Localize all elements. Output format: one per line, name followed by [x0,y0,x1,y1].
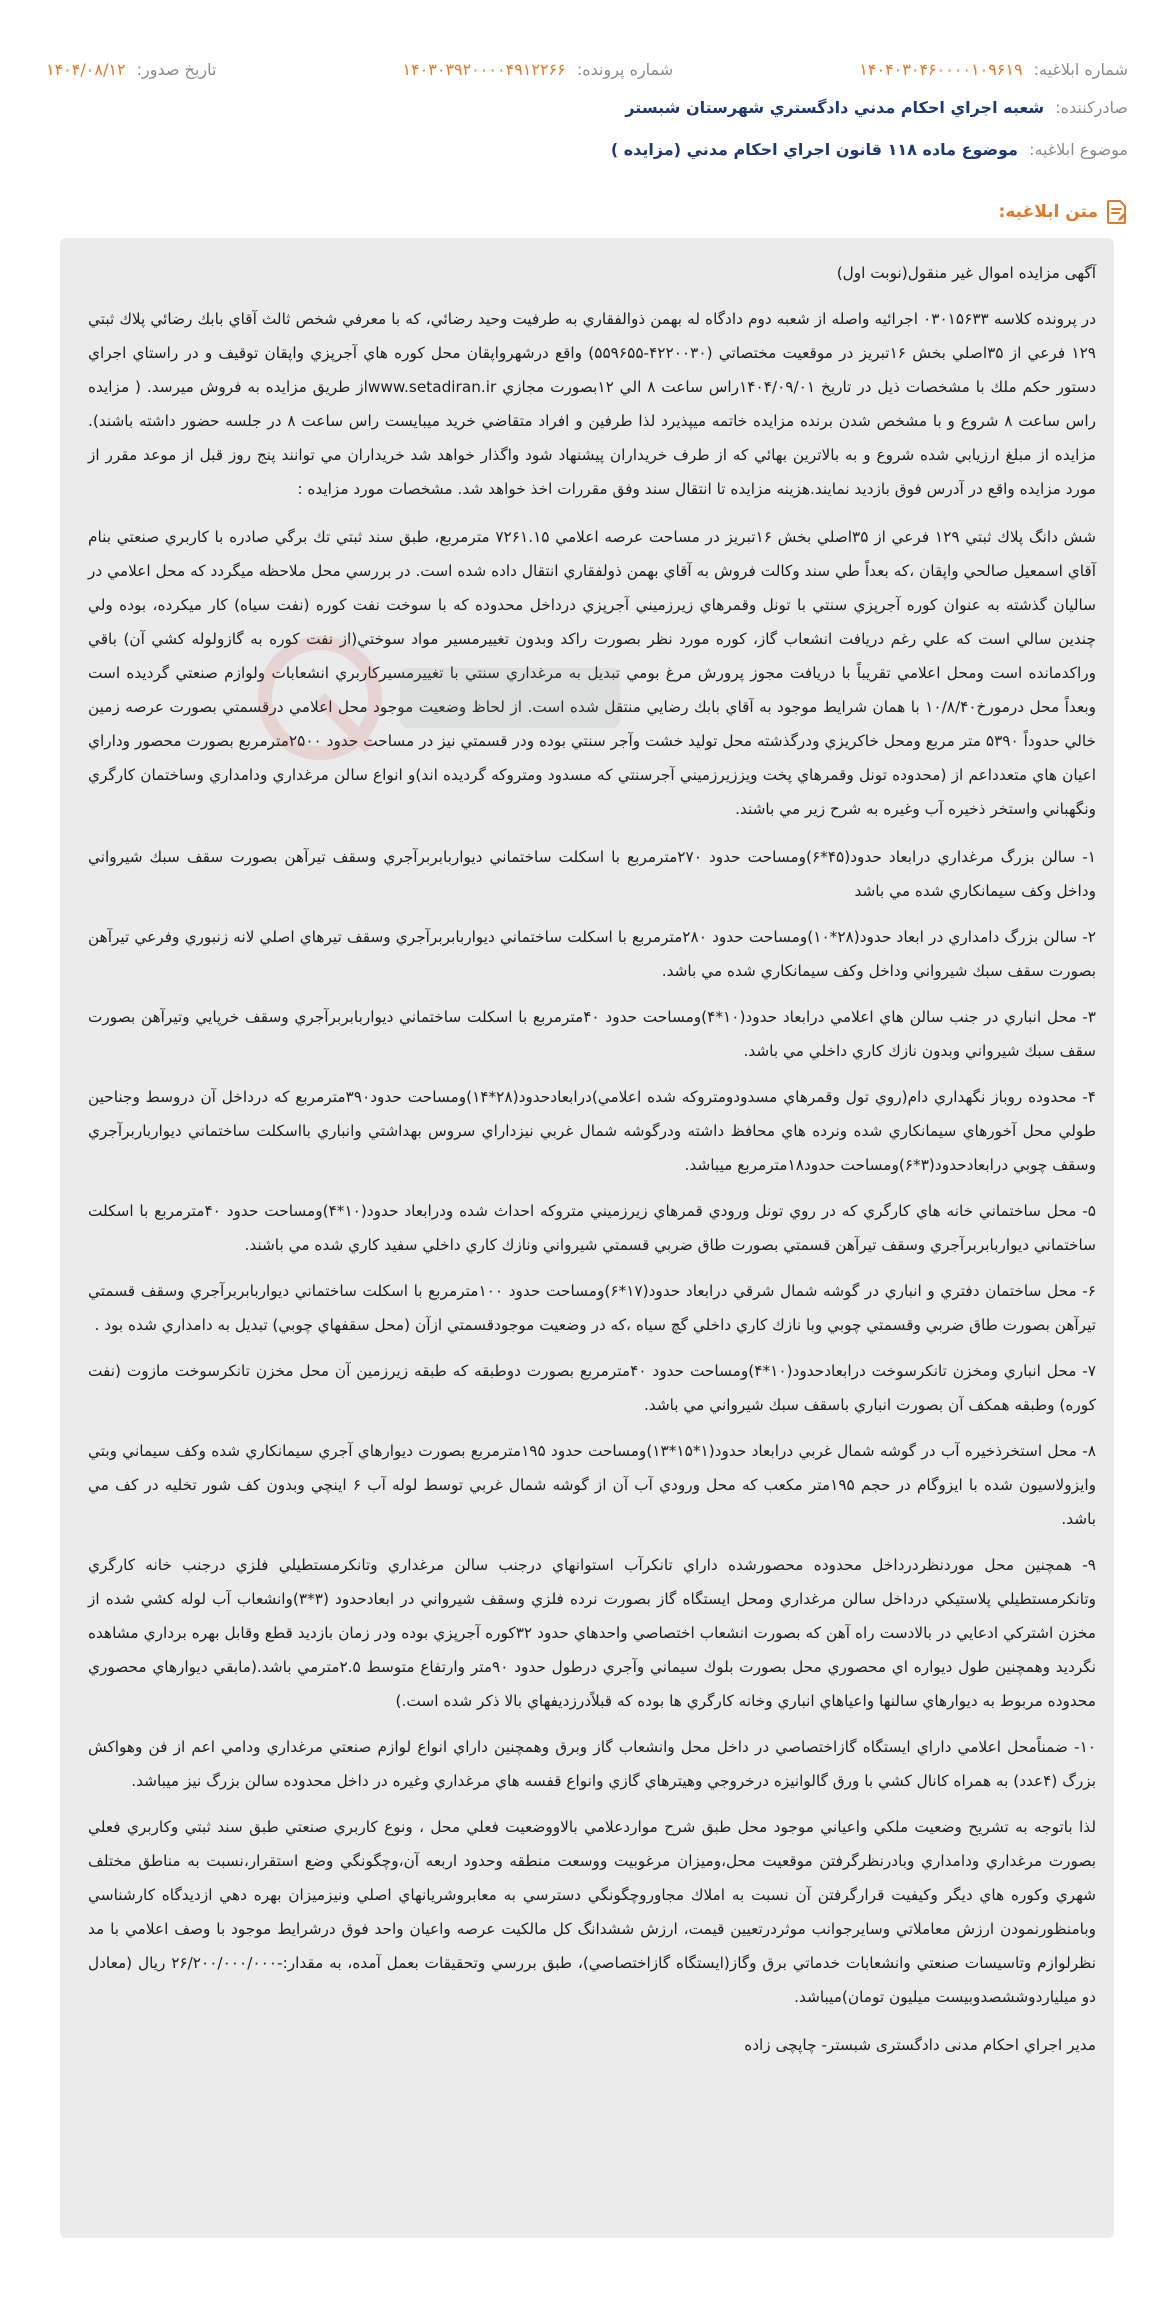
notice-item: ۱۰- ضمناًمحل اعلامي داراي ايستگاه گازاختصاصي در داخل محل وانشعاب گاز وبرق وهمچنين داراي انواع لوازم صنعتي مرغداري ودامي اعم از فن وهواكش بزرگ (۴عدد) به همراه كانال كشي با ورق گالوانيزه درخروجي وهيترهاي گازي وانواع قفسه هاي مرغداري وغيره در داخل محدوده سالن بزرگ نيز ميباشد. [88,1738,1096,1790]
header-meta-row [46,56,1128,82]
notice-item: ۱- سالن بزرگ مرغداري درابعاد حدود(۴۵*۶)ومساحت حدود ۲۷۰مترمربع با اسكلت ساختماني ديواربابربرآجري وسقف تيرآهن بصورت سقف سبك شيرواني وداخل وكف سيمانكاري شده مي باشد [88,848,1096,900]
notice-item: ۶- محل ساختمان دفتري و انباري در گوشه شمال شرقي درابعاد حدود(۱۷*۶)ومساحت حدود ۱۰۰مترمربع با اسكلت ساختماني ديواربابربرآجري وسقف قسمتي تيرآهن بصورت طاق ضربي وقسمتي چوبي وبا نازك كاري داخلي گچ سياه ،كه در وضعيت موجودقسمتي ازآن (محل سقفهاي چوبي) تبديل به دامداري شده بود . [88,1282,1096,1334]
document-edit-icon [1106,199,1128,225]
subject-line [611,140,1128,159]
case-number-label: شماره پرونده: [576,59,674,79]
notice-text-heading-label: متن ابلاغیه: [998,202,1098,222]
notice-item: ۴- محدوده روباز نگهداري دام(روي تول وقمرهاي مسدودومتروكه شده اعلامي)درابعادحدود(۲۸*۱۴)ومساحت حدود۳۹۰مترمربع كه درداخل آن دروسط وجناحين طولي محل آخورهاي سيمانكاري شده ونرده هاي محافظ داشته ودرگوشه شمال غربي نيزداراي سروس بهداشتي وانباري بااسكلت ساختماني ديوارباربرآجري وسقف چوبي درابعادحدود(۳*۶)ومساحت حدود۱۸مترمربع ميباشد. [88,1088,1097,1174]
issuer-value: شعبه اجراي احكام مدني دادگستري شهرستان شبستر [625,98,1045,117]
issuer-line [625,98,1128,117]
notice-number-label: شماره ابلاغیه: [1033,59,1128,79]
notice-item: ۵- محل ساختماني خانه هاي كارگري كه در روي تونل ورودي قمرهاي زيرزميني متروكه احداث شده ودرابعاد حدود(۱۰*۴)ومساحت حدود ۴۰مترمربع با اسكلت ساختماني ديواربابربرآجري وسقف تيرآهن قسمتي بصورت طاق ضربي قسمتي شيرواني ونازك كاري داخلي سفيد كاري شده مي باشند. [88,1202,1096,1254]
case-number [402,60,673,79]
notice-text [60,238,1114,2094]
notice-description-paragraph: شش دانگ پلاك ثبتي ۱۲۹ فرعي از ۳۵اصلي بخش ۱۶تبريز در مساحت عرصه اعلامي ۷۲۶۱.۱۵ مترمربع، طبق سند ثبتي تك برگي صادره با كاربري صنعتي بنام آقاي اسمعيل صالحي واپقان ،كه بعداً طي سند وكالت فروش به آقاي بهمن ذولفقاري انتقال داده شده است. در بررسي محل ملاحظه ميگردد كه محل اعلامي در ساليان گذشته به عنوان كوره آجرپزي سنتي با تونل وقمرهاي زيرزميني آجرپزي درداخل محدوده كه با سوخت نفت كوره (نفت سياه) كار ميكرده، بوده ولي چندين سالي است كه علي رغم دريافت انشعاب گاز، كوره مورد نظر بصورت راكد وبدون تغييرمسير مواد سوختي(از نفت كوره به گازولوله كشي آن) باقي وراكدمانده است ومحل اعلامي تقريباً با دريافت مجوز پرورش مرغ بومي تبديل به مرغداري سنتي با تغييرمسيركاربري انشعابات ولوازم صنعتي گرديده است وبعداً محل درمورخ۱۰/۸/۴۰ با همان شرايط موجود به آقاي بابك رضايي منتقل شده است. از لحاظ وضعيت موجود محل اعلامي درقسمتي بصورت عرصه زمين خالي حدوداً ۵۳۹۰ متر مربع ومحل خاكريزي ودرگذشته محل توليد خشت وآجر سنتي بوده ودر قسمتي نيز در مساحت حدود ۲۵۰۰مترمربع بصورت محصور وداراي اعيان هاي متعدداعم از (محدوده تونل وقمرهاي پخت ويززيرزميني آجرسنتي كه مسدود ومتروكه گرديده اند)و انواع سالن مرغداري ودامداري وساختمان كارگري ونگهباني واستخر ذخيره آب وغيره به شرح زير مي باشند. [88,528,1096,818]
notice-number [859,60,1128,79]
notice-intro-paragraph: در پرونده كلاسه ۰۳۰۱۵۶۳۳ اجرائيه واصله از شعبه دوم دادگاه له بهمن ذوالفقاري به طرفيت وحيد رضائي، كه با معرفي شخص ثالث آقاي بابك رضائي پلاك ثبتي ۱۲۹ فرعي از ۳۵اصلي بخش ۱۶تبريز در موقعيت مختصاتي (۴۲۲۰۰۳۰-۵۵۹۶۵۵) واقع درشهرواپقان محل كوره هاي آجرپزي واپقان توقيف و در راستاي اجراي دستور حكم ملك با مشخصات ذيل در تاريخ ۱۴۰۴/۰۹/۰۱راس ساعت ۸ الي ۱۲بصورت مجازي www.setadiran.irاز طريق مزايده به فروش ميرسد. ( مزايده راس ساعت ۸ شروع و با مشخص شدن برنده مزايده خاتمه ميپذيرد لذا طرفين و افراد متقاضي خريد ميبايست راس ساعت ۸ در جلسه حضور داشته باشند). مزايده از مبلغ ارزيابي شده شروع و به بالاترين بهائي كه از طرف خريداران پيشنهاد شود واگذار خواهد شد خريداران مي توانند پنج روز قبل از موعد مقرر از مورد مزايده واقع در آدرس فوق بازديد نمايند.هزينه مزايده تا انتقال سند وفق مقررات اخذ خواهد شد. مشخصات مورد مزايده : [88,310,1097,498]
notice-item: ۹- همچنين محل موردنظردرداخل محدوده محصورشده داراي تانكرآب استوانهاي درجنب سالن مرغداري وتانكرمستطيلي فلزي درجنب خانه كارگري وتانكرمستطيلي پلاستيكي درداخل سالن مرغداري ومحل ايستگاه گاز بصورت نرده فلزي وسقف شيرواني در ابعادحدود (۳*۳)وانشعاب آب لوله كشي شده از مخزن اشتركي ادعايي در بالادست راه آهن كه بصورت انشعاب اختصاصي واحدهاي حدود ۳۲كوره آجرپزي بوده ودر زمان بازديد قطع وقابل بهره برداري مشاهده نگرديد وهمچنين طول ديواره اي محصوري محل بصورت بلوك سيماني وآجري درطول حدود ۹۰متر وارتفاع متوسط ۲.۵مترمي باشد.(مابقي ديوارهاي محصوري محدوده مربوط به ديوارهاي سالنها واعياهاي انباري وخانه كارگري ها بوده كه قبلاًدرزديفهاي بالا ذكر شده است.) [88,1556,1097,1710]
notice-number-value: ۱۴۰۴۰۳۰۴۶۰۰۰۰۱۰۹۶۱۹ [859,59,1023,79]
notice-text-heading [999,198,1128,226]
notice-item: ۷- محل انباري ومخزن تانكرسوخت درابعادحدود(۱۰*۴)ومساحت حدود ۴۰مترمربع بصورت دوطبقه كه طبقه زيرزمين آن محل مخزن تانكرسوخت مازوت (نفت كوره) وطبقه همكف آن بصورت انباري باسقف سبك شيرواني مي باشد. [88,1362,1096,1414]
notice-item: ۲- سالن بزرگ دامداري در ابعاد حدود(۲۸*۱۰)ومساحت حدود ۲۸۰مترمربع با اسكلت ساختماني ديواربابربرآجري وسقف تيرهاي اصلي لانه زنبوري وفرعي تيرآهن بصورت سقف سبك شيرواني وداخل وكف سيمانكاري شده مي باشد. [88,928,1097,980]
subject-value: موضوع ماده ۱۱۸ قانون اجراي احكام مدني (مزايده ) [610,140,1018,159]
notice-body-box [60,238,1114,2238]
notice-valuation-paragraph: لذا باتوجه به تشريح وضعيت ملكي واعياني موجود محل طبق شرح مواردعلامي بالاووضعيت فعلي محل ، ونوع كاربري صنعتي طبق سند ثبتي وكاربري فعلي بصورت مرغداري ودامداري وبادرنظرگرفتن موقعيت محل،وميزان مرغوبيت ووسعت منطقه وحدود اربعه آن،وچگونگي وضع استقرار،نسبت به مناطق مختلف شهري وكوره هاي ديگر وكيفيت قرارگرفتن آن نسبت به املاك مجاوروچگونگي دسترسي به معابروشريانهاي اصلي ونيزميزان بهره دهي ازديدگاه كارشناسي وبامنظورنمودن ارزش معاملاتي وسايرجوانب موثردرتعيين قيمت، ارزش ششدانگ كل مالكيت عرصه واعيان واحد فوق درشرايط موجود با وصف اعلامي با مد نظرلوازم وتاسيسات صنعتي وانشعابات خدماتي برق وگاز(ايستگاه گازاختصاصي)، طبق بررسي وتحقيقات بعمل آمده، به مقدار:-۲۶/۲۰۰/۰۰۰/۰۰۰ ريال (معادل دو ميلياردوششصدوبيست ميليون تومان)ميباشد. [88,1818,1096,2006]
subject-label: موضوع ابلاغیه: [1029,140,1128,159]
issue-date [46,60,216,79]
notice-signature: مدير اجراي احكام مدنی دادگستری شبستر- چاپچی زاده [744,2036,1096,2054]
case-number-value: ۱۴۰۳۰۳۹۲۰۰۰۰۴۹۱۲۲۶۶ [402,59,566,79]
issuer-label: صادرکننده: [1055,98,1128,117]
notice-item: ۳- محل انباري در جنب سالن هاي اعلامي درابعاد حدود(۱۰*۴)ومساحت حدود ۴۰مترمربع با اسكلت ساختماني ديواربابربرآجري وسقف خرپايي وتيرآهن بصورت سقف سبك شيرواني وبدون نازك كاري داخلي مي باشد. [88,1008,1096,1060]
issue-date-label: تاریخ صدور: [136,59,217,79]
notice-item: ۸- محل استخرذخيره آب در گوشه شمال غربي درابعاد حدود(۱*۱۵*۱۳)ومساحت حدود ۱۹۵مترمربع بصورت ديوارهاي آجري سيمانكاري شده وكف سيماني وبتي وايزولاسيون شده با ايزوگام در حجم ۱۹۵متر مكعب كه محل ورودي آب آن از گوشه شمال غربي توسط لوله آب ۶ اينچي وبدون كف شور تخليه در كف مي باشد. [88,1442,1097,1528]
issue-date-value: ۱۴۰۴/۰۸/۱۲ [46,59,126,79]
notice-title: آگهی مزایده اموال غیر منقول(نوبت اول) [836,264,1096,282]
